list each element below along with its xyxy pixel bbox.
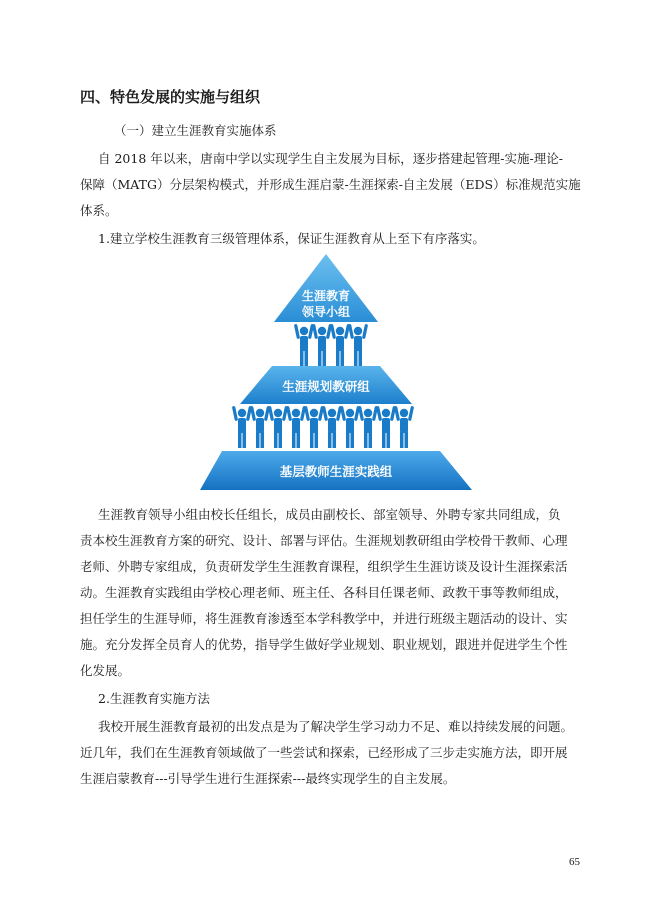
paragraph-line: 责本校生涯教育方案的研究、设计、部署与评估。生涯规划教研组由学校骨干教师、心理 [80,533,568,548]
top-tier-label-line2: 领导小组 [301,305,351,319]
paragraph-line: 化发展。 [80,663,131,678]
people-row-bottom [232,406,414,448]
middle-tier-label: 生涯规划教研组 [282,379,370,394]
list-item-2: 2.生涯教育实施方法 [98,691,210,706]
paragraph-line: 近几年，我们在生涯教育领域做了一些尝试和探索，已经形成了三步走实施方法，即开展 [80,745,568,760]
bottom-tier-label: 基层教师生涯实践组 [279,464,393,479]
top-tier-label-line1: 生涯教育 [301,289,351,303]
paragraph-line: 担任学生的生涯导师，将生涯教育渗透至本学科教学中，并进行班级主题活动的设计、实 [80,611,568,626]
paragraph-line: 施。充分发挥全员育人的优势，指导学生做好学业规划、职业规划，跟进并促进学生个性 [80,637,568,652]
paragraph-line: 老师、外聘专家组成，负责研发学生生涯教育课程，组织学生生涯访谈及设计生涯探索活 [80,559,568,574]
section-heading: 四、特色发展的实施与组织 [80,88,261,106]
paragraph-line: 体系。 [80,203,118,218]
page-number: 65 [569,856,580,868]
subsection-heading: （一）建立生涯教育实施体系 [114,123,277,138]
management-pyramid-diagram [196,250,476,494]
paragraph-line: 保障（MATG）分层架构模式，并形成生涯启蒙-生涯探索-自主发展（EDS）标准规范实施 [80,177,581,192]
paragraph-line: 我校开展生涯教育最初的出发点是为了解决学生学习动力不足、难以持续发展的问题。 [98,719,574,734]
paragraph-line: 动。生涯教育实践组由学校心理老师、班主任、各科目任课老师、政教干事等教师组成， [80,585,568,600]
paragraph-line: 自 2018 年以来，唐南中学以实现学生自主发展为目标，逐步搭建起管理-实施-理论- [98,151,563,166]
paragraph-line: 生涯教育领导小组由校长任组长，成员由副校长、部室领导、外聘专家共同组成，负 [98,507,561,522]
people-row-top [294,324,368,366]
list-item-1: 1.建立学校生涯教育三级管理体系，保证生涯教育从上至下有序落实。 [98,231,485,246]
paragraph-line: 生涯启蒙教育---引导学生进行生涯探索---最终实现学生的自主发展。 [80,771,456,786]
